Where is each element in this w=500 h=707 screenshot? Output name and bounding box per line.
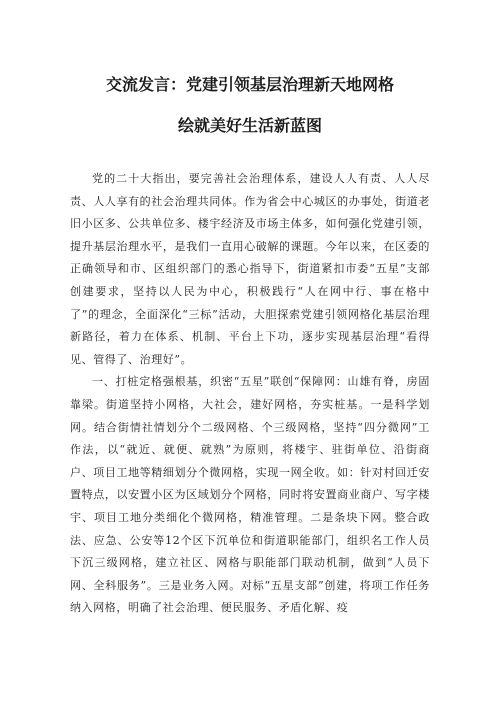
body-paragraph: 一、打桩定格强根基，织密“五星”联创“保障网：山雄有脊，房固靠梁。街道坚持小网格，大社会，建好网格，夯实桩基。一是科学划网。结合街情社情划分个二级网格、个三级网格，坚持“四分微网”工作法，以“就近、就便、就熟”为原则，将楼宇、驻街单位、沿街商户、项目工地等精细划分个微网格，实现一网全收。如：针对村回迁安置特点，以安置小区为区域划分个网格，同时将安置商业商户、写字楼宇、项目工地分类细化个微网格，精准管理。二是条块下网。整合政法、应急、公安等12个区下沉单位和街道职能部门，组织名工作人员下沉三级网格，建立社区、网格与职能部门联动机制，做到“人员下网、全科服务”。三是业务入网。对标“五星支部”创建，将项工作任务纳入网格，明确了社会治理、便民服务、矛盾化解、疫 [70, 375, 430, 615]
document-title-line-2: 绘就美好生活新蓝图 [177, 116, 322, 135]
body-paragraph: 党的二十大指出，要完善社会治理体系，建设人人有责、人人尽责、人人享有的社会治理共同体。作为省会中心城区的办事处，街道老旧小区多、公共单位多、楼宇经济及市场主体多，如何强化党建引领，提升基层治理水平，是我们一直用心破解的课题。今年以来，在区委的正确领导和市、区组织部门的悉心指导下，街道紧扣市委“五星”支部创建要求，坚持以人民为中心，积极践行“人在网中行、事在格中了”的理念，全面深化“三标”活动，大胆探索党建引领网格化基层治理新路径，着力在体系、机制、平台上下功，逐步实现基层治理“看得见、管得了、治理好”。 [70, 172, 430, 366]
document-body [70, 168, 430, 620]
document-title-line-1: 交流发言：党建引领基层治理新天地网格 [105, 75, 394, 94]
